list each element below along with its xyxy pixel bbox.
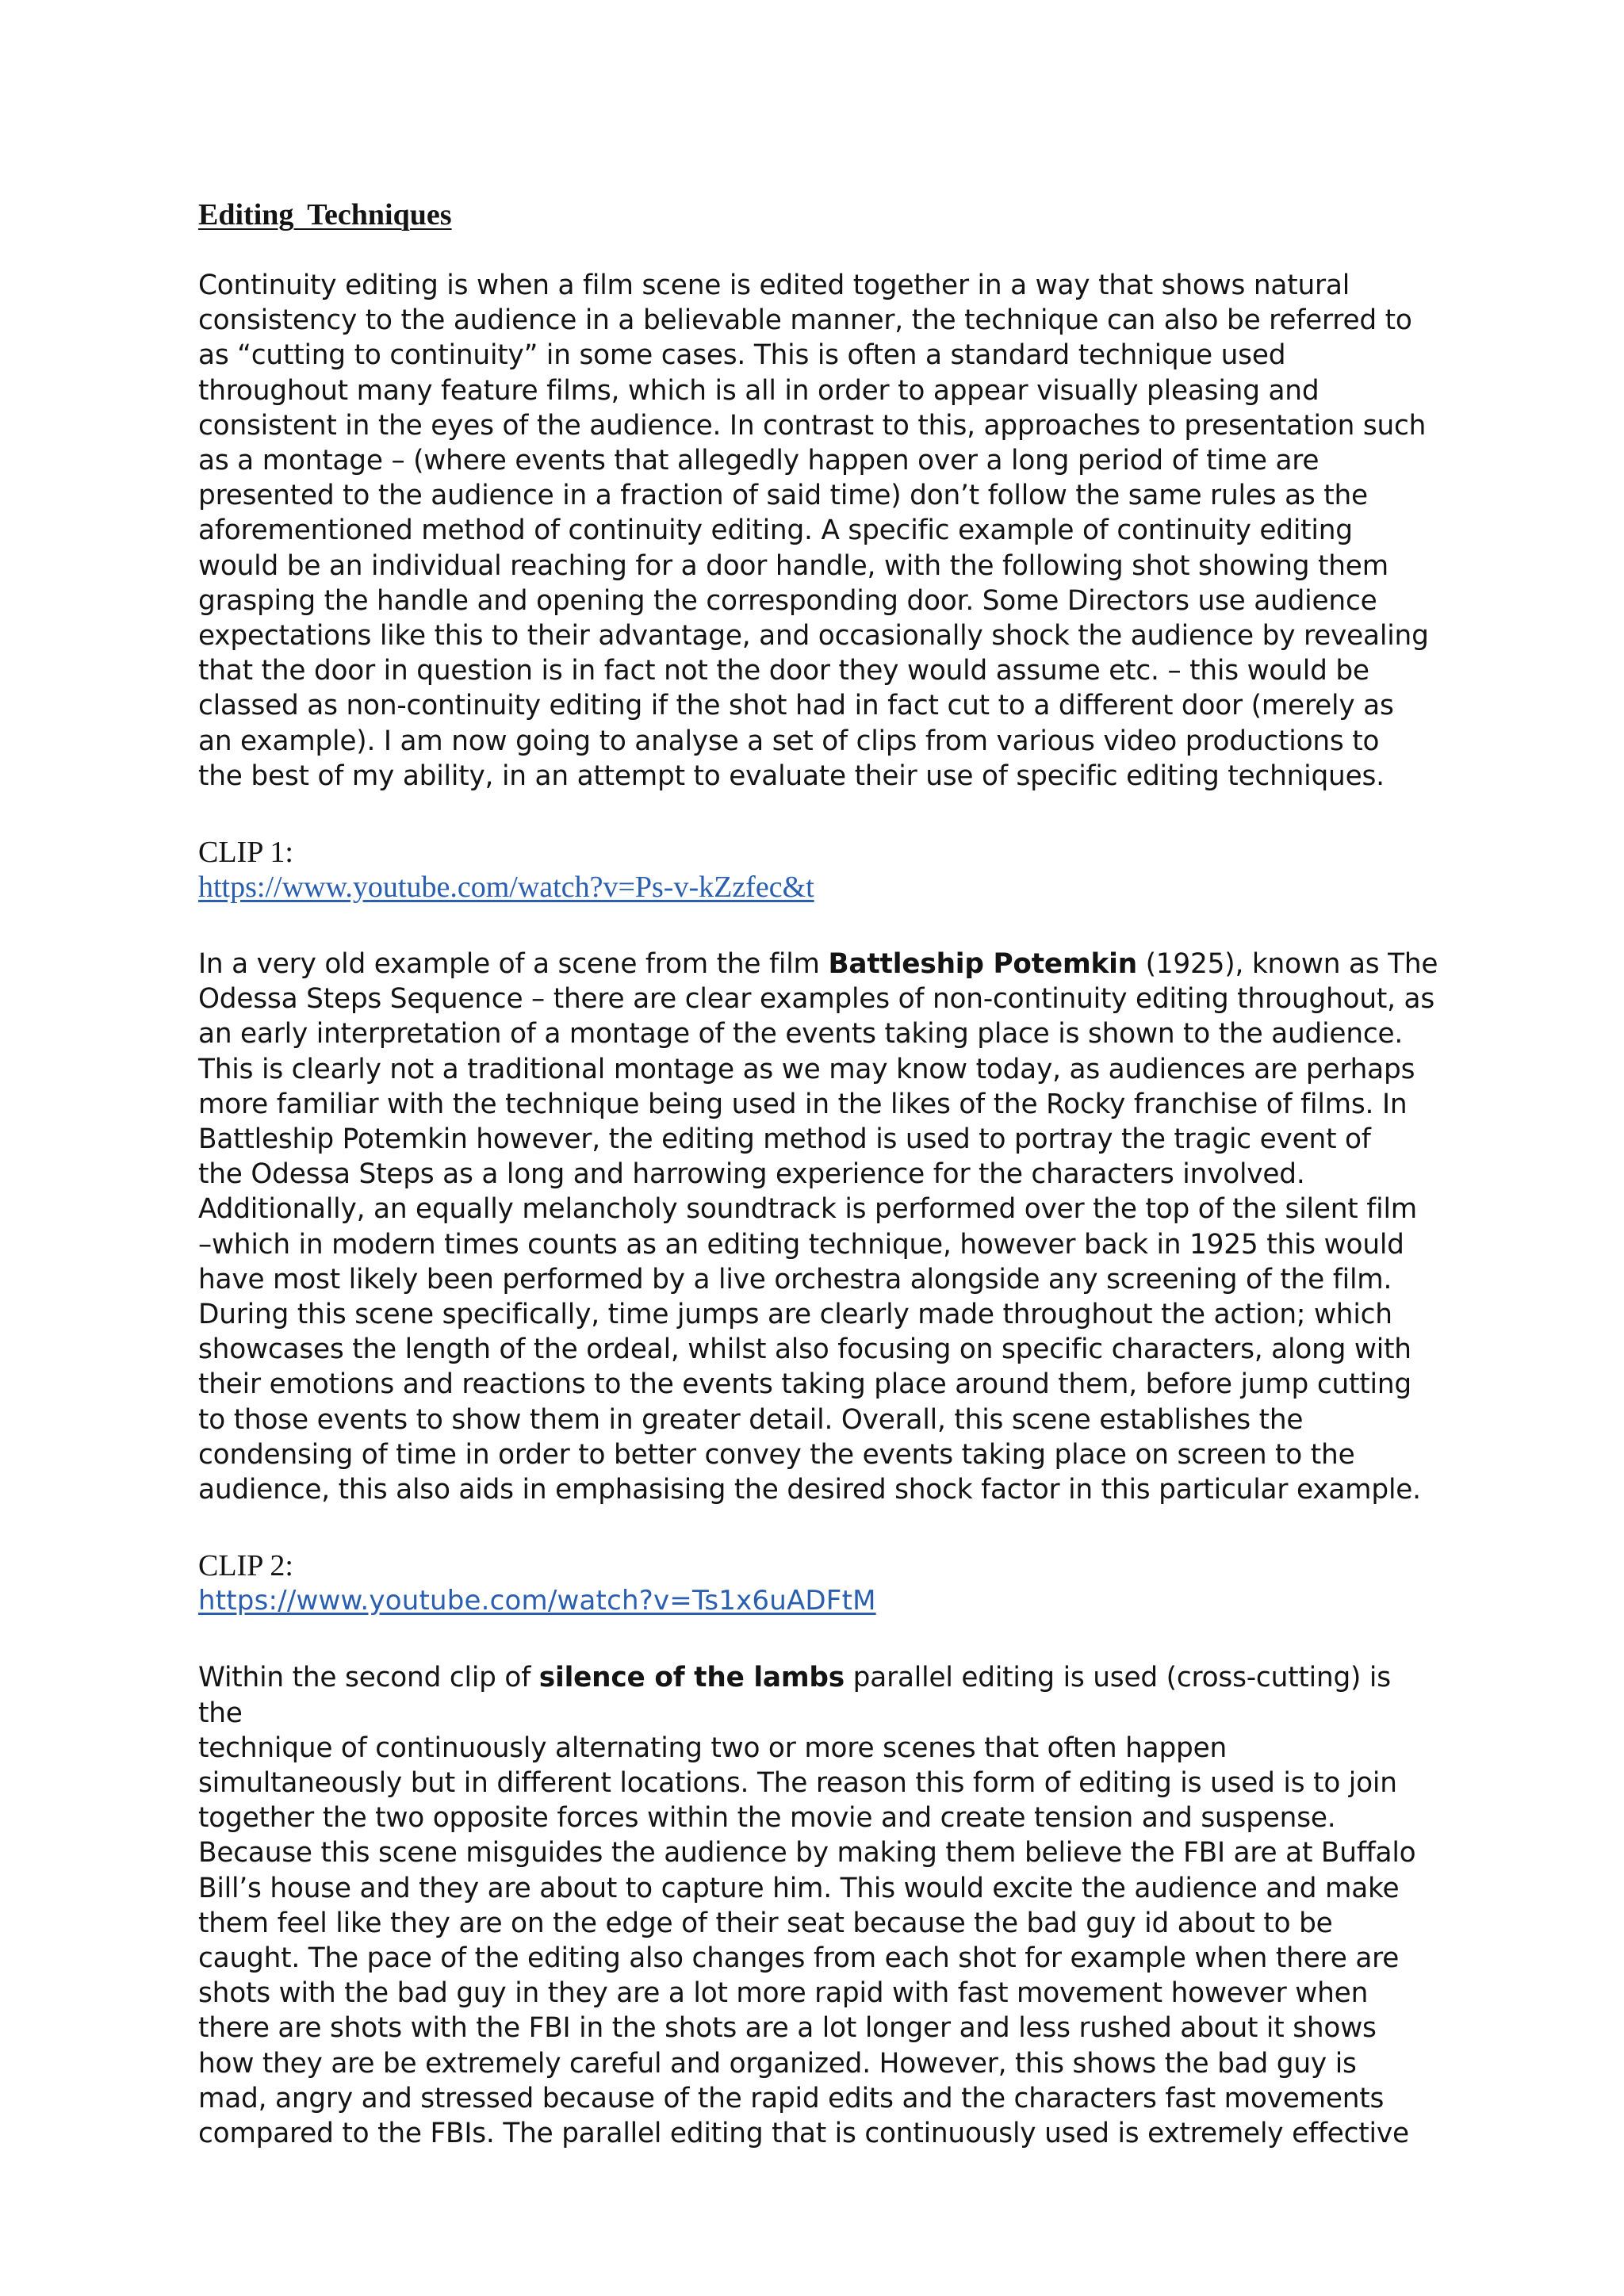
clip-1-header — [198, 835, 1439, 905]
clip-2-paragraph — [198, 1660, 1439, 2151]
document-page — [198, 192, 1439, 2151]
intro-paragraph: Continuity editing is when a film scene is edited together in a way that shows natural consistency to the audience in a believable manner, the technique can also be referred to as “cutting to continuity” in some cases. This is often a standard technique used throughout many feature films, which is all in order to appear visually pleasing and consistent in the eyes of the audience. In contrast to this, approaches to presentation such as a montage – (where events that allegedly happen over a long period of time are presented to the audience in a fraction of said time) don’t follow the same rules as the aforementioned method of continuity editing. A specific example of continuity editing would be an individual reaching for a door handle, with the following shot showing them grasping the handle and opening the corresponding door. Some Directors use audience expectations like this to their advantage, and occasionally shock the audience by revealing that the door in question is in fact not the door they would assume etc. – this would be classed as non-continuity editing if the shot had in fact cut to a different door (merely as an example). I am now going to analyse a set of clips from various video productions to the best of my ability, in an attempt to evaluate their use of specific editing techniques. — [198, 270, 1429, 792]
clip-1-text-start: In a very old example of a scene from the film — [198, 948, 829, 981]
document-title: Editing Techniques — [198, 198, 452, 232]
clip-2-header — [198, 1548, 1439, 1618]
clip-1-text-rest: (1925), known as The Odessa Steps Sequence – there are clear examples of non-continuity editing throughout, as an early interpretation of a montage of the events taking place is shown to the audience. This is clearly not a traditional montage as we may know today, as audiences are perhaps more familiar with the technique being used in the likes of the Rocky franchise of films. In Battleship Potemkin however, the editing method is used to portray the tragic event of the Odessa Steps as a long and harrowing experience for the characters involved. Additionally, an equally melancholy soundtrack is performed over the top of the silent film –which in modern times counts as an editing technique, however back in 1925 this would have most likely been performed by a live orchestra alongside any screening of the film. During this scene specifically, time jumps are clearly made throughout the action; which showcases the length of the ordeal, whilst also focusing on specific characters, along with their emotions and reactions to the events taking place around them, before jump cutting to those events to show them in greater detail. Overall, this scene establishes the condensing of time in order to better convey the events taking place on screen to the audience, this also aids in emphasising the desired shock factor in this particular example. — [198, 948, 1438, 1506]
clip-1-link[interactable]: https://www.youtube.com/watch?v=Ps-v-kZzfec&t — [198, 871, 814, 905]
clip-2-film-title: silence of the lambs — [538, 1662, 845, 1694]
clip-1-heading: CLIP 1: — [198, 836, 293, 870]
clip-2-heading: CLIP 2: — [198, 1549, 293, 1583]
clip-2-link[interactable]: https://www.youtube.com/watch?v=Ts1x6uADFtM — [198, 1585, 876, 1617]
clip-1-film-title: Battleship Potemkin — [828, 948, 1137, 981]
clip-2-text-start: Within the second clip of — [198, 1662, 539, 1694]
clip-2-text-rest: parallel editing is used (cross-cutting) is the technique of continuously alternating two or more scenes that often happen simultaneously but in different locations. The reason this form of editing is used is to join together the two opposite forces within the movie and create tension and suspense. Because this scene misguides the audience by making them believe the FBI are at Buffalo Bill’s house and they are about to capture him. This would excite the audience and make them feel like they are on the edge of their seat because the bad guy id about to be caught. The pace of the editing also changes from each shot for example when there are shots with the bad guy in they are a lot more rapid with fast movement however when there are shots with the FBI in the shots are a lot longer and less rushed about it shows how they are be extremely careful and organized. However, this shows the bad guy is mad, angry and stressed because of the rapid edits and the characters fast movements compared to the FBIs. The parallel editing that is continuously used is extremely effective — [198, 1662, 1416, 2149]
clip-1-paragraph — [198, 947, 1439, 1507]
